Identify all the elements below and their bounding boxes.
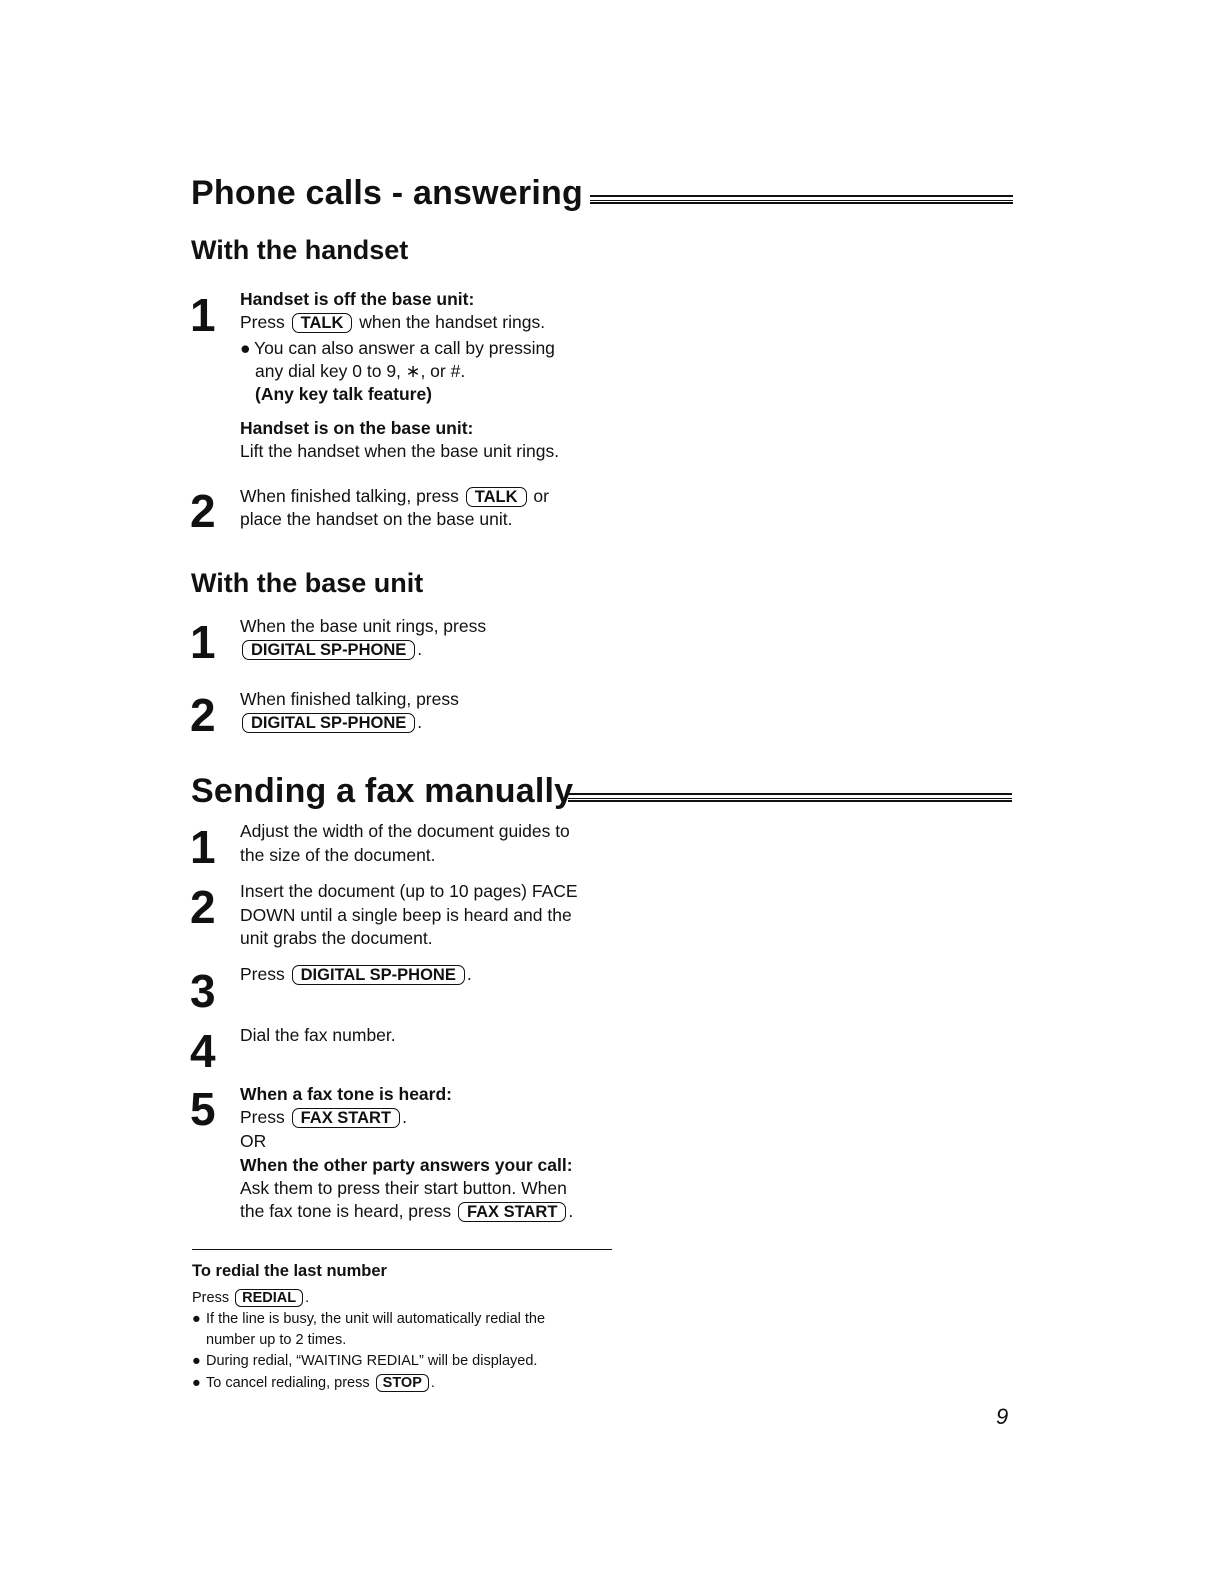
- bullet-icon: ●: [192, 1375, 201, 1391]
- step-text: DOWN until a single beep is heard and the: [240, 905, 572, 925]
- note-bullet: [192, 1351, 537, 1372]
- bullet-line: [240, 337, 555, 361]
- section-title-phone-calls: Phone calls - answering: [191, 174, 583, 212]
- step-heading: When the other party answers your call:: [240, 1155, 573, 1175]
- note-bullet: [192, 1373, 435, 1394]
- step-number: 5: [190, 1083, 216, 1135]
- digital-sp-phone-key: DIGITAL SP-PHONE: [242, 640, 415, 660]
- fax-start-key: FAX START: [458, 1202, 566, 1222]
- press-label: Press: [240, 964, 285, 984]
- step-text: Lift the handset when the base unit rings.: [240, 441, 560, 461]
- step-heading: Handset is on the base unit:: [240, 418, 474, 438]
- period: .: [417, 639, 423, 659]
- step-text: When the base unit rings, press: [240, 616, 487, 636]
- step-text: [240, 963, 472, 987]
- step-number: 1: [190, 616, 216, 668]
- subsection-title-base: With the base unit: [191, 568, 424, 598]
- feature-note: (Any key talk feature): [255, 384, 433, 404]
- step-text: Ask them to press their start button. When: [240, 1178, 567, 1198]
- note-divider: [192, 1249, 612, 1250]
- period: .: [305, 1290, 310, 1306]
- step-number: 4: [190, 1025, 216, 1077]
- step-text-end: when the handset rings.: [359, 312, 546, 332]
- step-text-start: the fax tone is heard, press: [240, 1201, 452, 1221]
- section-title-sending-fax: Sending a fax manually: [191, 772, 574, 810]
- note-text: [192, 1288, 309, 1309]
- bullet-icon: ●: [192, 1311, 201, 1327]
- talk-key: TALK: [292, 313, 353, 333]
- step-text: [240, 711, 422, 735]
- title-rule: [568, 793, 1012, 802]
- step-heading: Handset is off the base unit:: [240, 289, 475, 309]
- step-text: the size of the document.: [240, 845, 436, 865]
- step-text: Insert the document (up to 10 pages) FACE: [240, 881, 578, 901]
- bullet-text: During redial, “WAITING REDIAL” will be displayed.: [206, 1353, 538, 1369]
- step-text: [240, 1200, 573, 1224]
- step-text: Adjust the width of the document guides to: [240, 821, 570, 841]
- digital-sp-phone-key: DIGITAL SP-PHONE: [292, 965, 465, 985]
- page-number: 9: [996, 1404, 1009, 1429]
- step-number: 1: [190, 821, 216, 873]
- step-text: When finished talking, press: [240, 689, 459, 709]
- step-text-start: When finished talking, press: [240, 486, 459, 506]
- bullet-icon: ●: [240, 338, 251, 358]
- period: .: [402, 1107, 407, 1127]
- bullet-text: You can also answer a call by pressing: [254, 338, 555, 358]
- step-number: 2: [190, 485, 216, 537]
- step-text: [240, 638, 422, 662]
- note-title: To redial the last number: [192, 1262, 387, 1280]
- redial-key: REDIAL: [235, 1289, 303, 1307]
- period: .: [568, 1201, 574, 1221]
- period: .: [430, 1375, 435, 1391]
- subsection-title-handset: With the handset: [191, 235, 409, 265]
- stop-key: STOP: [376, 1374, 429, 1392]
- press-label: Press: [240, 1107, 285, 1127]
- press-label: Press: [192, 1290, 230, 1306]
- step-heading: When a fax tone is heard:: [240, 1084, 452, 1104]
- note-bullet: [192, 1309, 545, 1330]
- period: .: [417, 712, 423, 732]
- fax-start-key: FAX START: [292, 1108, 400, 1128]
- period: .: [466, 964, 472, 984]
- step-number: 1: [190, 289, 216, 341]
- bullet-text: If the line is busy, the unit will automatically redial the: [206, 1311, 546, 1327]
- bullet-text: To cancel redialing, press: [206, 1375, 370, 1391]
- step-text: [240, 311, 545, 335]
- press-label: Press: [240, 312, 285, 332]
- note-bullet-cont: number up to 2 times.: [206, 1332, 347, 1348]
- step-text: [240, 485, 549, 509]
- step-text: Dial the fax number.: [240, 1025, 396, 1045]
- step-number: 2: [190, 881, 216, 933]
- step-text: unit grabs the document.: [240, 928, 433, 948]
- step-text-end: or: [533, 486, 549, 506]
- bullet-line-cont: any dial key 0 to 9, ∗, or #.: [255, 361, 466, 381]
- or-label: OR: [240, 1131, 267, 1151]
- title-rule: [590, 195, 1013, 204]
- talk-key: TALK: [466, 487, 527, 507]
- step-number: 2: [190, 689, 216, 741]
- step-number: 3: [190, 965, 216, 1017]
- step-text: place the handset on the base unit.: [240, 509, 513, 529]
- digital-sp-phone-key: DIGITAL SP-PHONE: [242, 713, 415, 733]
- step-text: [240, 1106, 407, 1130]
- bullet-icon: ●: [192, 1353, 201, 1369]
